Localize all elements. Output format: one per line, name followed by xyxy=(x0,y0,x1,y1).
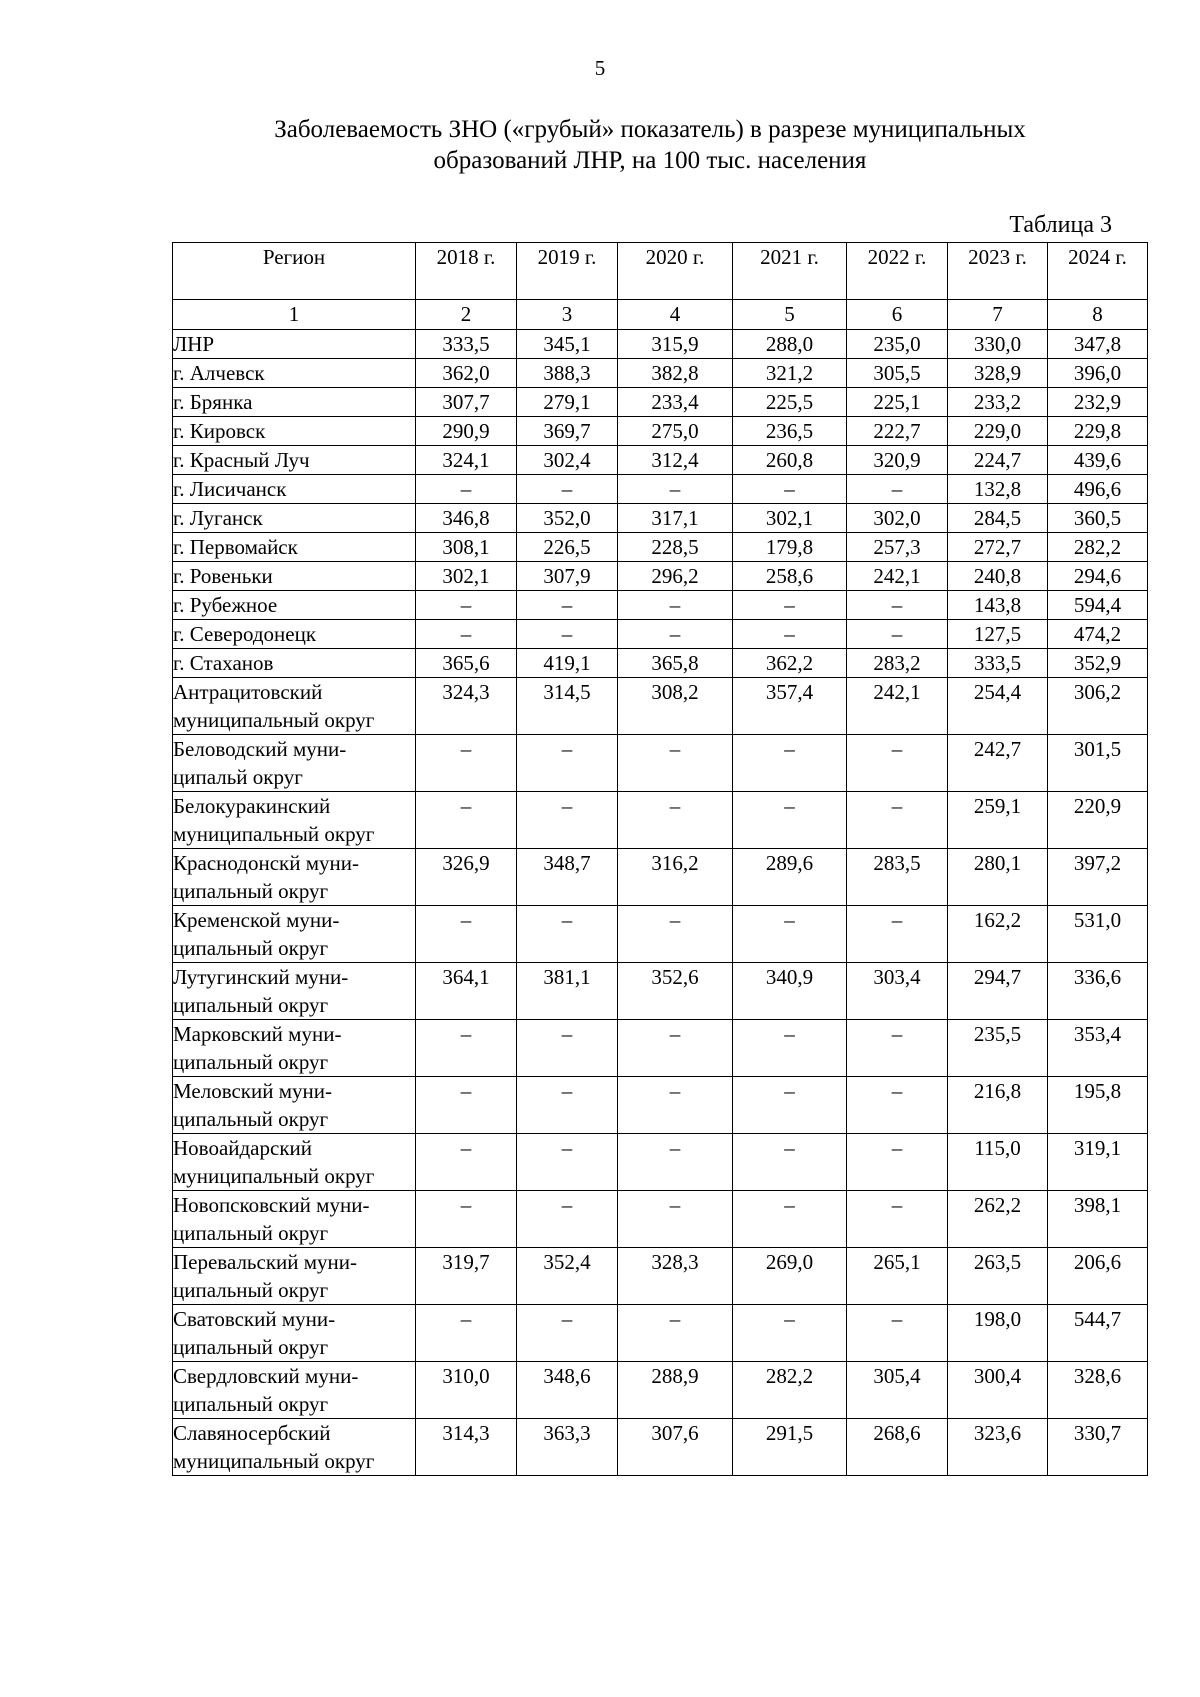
value-cell: – xyxy=(416,620,517,649)
region-cell: г. Красный Луч xyxy=(173,446,416,475)
table-title xyxy=(150,114,1150,176)
table-row xyxy=(173,562,1148,591)
value-cell: 320,9 xyxy=(847,446,948,475)
value-cell: 224,7 xyxy=(948,446,1048,475)
value-cell: 284,5 xyxy=(948,504,1048,533)
table-row xyxy=(173,1134,1148,1191)
value-cell: 242,7 xyxy=(948,735,1048,792)
table-row xyxy=(173,1419,1148,1476)
value-cell: – xyxy=(733,1020,847,1077)
table-row xyxy=(173,330,1148,359)
value-cell: 162,2 xyxy=(948,906,1048,963)
table-row xyxy=(173,963,1148,1020)
value-cell: 333,5 xyxy=(416,330,517,359)
value-cell: – xyxy=(733,735,847,792)
value-cell: – xyxy=(517,1305,618,1362)
value-cell: – xyxy=(733,792,847,849)
value-cell: – xyxy=(847,906,948,963)
column-number-row xyxy=(173,300,1148,330)
region-cell: Новоайдарский муниципальный округ xyxy=(173,1134,416,1191)
value-cell: 222,7 xyxy=(847,417,948,446)
value-cell: 308,2 xyxy=(618,678,733,735)
value-cell: 303,4 xyxy=(847,963,948,1020)
value-cell: – xyxy=(517,1020,618,1077)
value-cell: – xyxy=(416,1191,517,1248)
value-cell: 307,9 xyxy=(517,562,618,591)
value-cell: 307,7 xyxy=(416,388,517,417)
region-cell: г. Северодонецк xyxy=(173,620,416,649)
value-cell: 382,8 xyxy=(618,359,733,388)
region-cell: Беловодский муни-ципальй округ xyxy=(173,735,416,792)
value-cell: – xyxy=(416,735,517,792)
value-cell: – xyxy=(847,475,948,504)
value-cell: 226,5 xyxy=(517,533,618,562)
column-number: 2 xyxy=(416,300,517,330)
value-cell: – xyxy=(618,1077,733,1134)
value-cell: 346,8 xyxy=(416,504,517,533)
value-cell: 347,8 xyxy=(1048,330,1148,359)
value-cell: 288,9 xyxy=(618,1362,733,1419)
value-cell: 352,9 xyxy=(1048,649,1148,678)
value-cell: – xyxy=(733,1134,847,1191)
value-cell: – xyxy=(618,591,733,620)
value-cell: – xyxy=(416,591,517,620)
header-year: 2022 г. xyxy=(847,243,948,300)
region-cell: Краснодонскй муни-ципальный округ xyxy=(173,849,416,906)
value-cell: 388,3 xyxy=(517,359,618,388)
value-cell: 363,3 xyxy=(517,1419,618,1476)
value-cell: 357,4 xyxy=(733,678,847,735)
value-cell: 310,0 xyxy=(416,1362,517,1419)
value-cell: 242,1 xyxy=(847,562,948,591)
table-row xyxy=(173,678,1148,735)
table-row xyxy=(173,849,1148,906)
value-cell: 352,0 xyxy=(517,504,618,533)
value-cell: 323,6 xyxy=(948,1419,1048,1476)
value-cell: 314,3 xyxy=(416,1419,517,1476)
value-cell: – xyxy=(733,591,847,620)
value-cell: 496,6 xyxy=(1048,475,1148,504)
value-cell: – xyxy=(517,1191,618,1248)
column-number: 3 xyxy=(517,300,618,330)
value-cell: 317,1 xyxy=(618,504,733,533)
value-cell: 229,0 xyxy=(948,417,1048,446)
value-cell: 179,8 xyxy=(733,533,847,562)
value-cell: 314,5 xyxy=(517,678,618,735)
value-cell: – xyxy=(618,906,733,963)
value-cell: 232,9 xyxy=(1048,388,1148,417)
value-cell: 294,6 xyxy=(1048,562,1148,591)
header-year: 2024 г. xyxy=(1048,243,1148,300)
value-cell: – xyxy=(517,735,618,792)
value-cell: 330,7 xyxy=(1048,1419,1148,1476)
value-cell: – xyxy=(847,591,948,620)
value-cell: 132,8 xyxy=(948,475,1048,504)
value-cell: 345,1 xyxy=(517,330,618,359)
value-cell: 312,4 xyxy=(618,446,733,475)
value-cell: 280,1 xyxy=(948,849,1048,906)
value-cell: – xyxy=(517,620,618,649)
value-cell: 198,0 xyxy=(948,1305,1048,1362)
value-cell: 282,2 xyxy=(733,1362,847,1419)
value-cell: 258,6 xyxy=(733,562,847,591)
value-cell: – xyxy=(416,1305,517,1362)
value-cell: 233,2 xyxy=(948,388,1048,417)
region-cell: Антрацитовский муниципальный округ xyxy=(173,678,416,735)
column-number: 4 xyxy=(618,300,733,330)
value-cell: 352,6 xyxy=(618,963,733,1020)
value-cell: 321,2 xyxy=(733,359,847,388)
region-cell: Новопсковский муни-ципальный округ xyxy=(173,1191,416,1248)
value-cell: 316,2 xyxy=(618,849,733,906)
header-year: 2021 г. xyxy=(733,243,847,300)
value-cell: 301,5 xyxy=(1048,735,1148,792)
value-cell: – xyxy=(416,1134,517,1191)
value-cell: 240,8 xyxy=(948,562,1048,591)
value-cell: 195,8 xyxy=(1048,1077,1148,1134)
value-cell: 594,4 xyxy=(1048,591,1148,620)
value-cell: 319,1 xyxy=(1048,1134,1148,1191)
region-cell: г. Кировск xyxy=(173,417,416,446)
region-cell: Белокуракинский муниципальный округ xyxy=(173,792,416,849)
region-cell: Кременской муни-ципальный округ xyxy=(173,906,416,963)
value-cell: 330,0 xyxy=(948,330,1048,359)
value-cell: 306,2 xyxy=(1048,678,1148,735)
value-cell: – xyxy=(618,620,733,649)
value-cell: 302,4 xyxy=(517,446,618,475)
value-cell: 235,5 xyxy=(948,1020,1048,1077)
value-cell: 333,5 xyxy=(948,649,1048,678)
value-cell: 282,2 xyxy=(1048,533,1148,562)
value-cell: 272,7 xyxy=(948,533,1048,562)
value-cell: 269,0 xyxy=(733,1248,847,1305)
value-cell: 439,6 xyxy=(1048,446,1148,475)
title-line-1: Заболеваемость ЗНО («грубый» показатель) в разрезе муниципальных xyxy=(274,116,1026,143)
value-cell: 289,6 xyxy=(733,849,847,906)
value-cell: 294,7 xyxy=(948,963,1048,1020)
value-cell: – xyxy=(847,1305,948,1362)
region-cell: г. Лисичанск xyxy=(173,475,416,504)
value-cell: 396,0 xyxy=(1048,359,1148,388)
region-cell: г. Брянка xyxy=(173,388,416,417)
value-cell: 216,8 xyxy=(948,1077,1048,1134)
table-row xyxy=(173,1191,1148,1248)
table-row xyxy=(173,1020,1148,1077)
value-cell: 265,1 xyxy=(847,1248,948,1305)
value-cell: 288,0 xyxy=(733,330,847,359)
value-cell: 308,1 xyxy=(416,533,517,562)
value-cell: 275,0 xyxy=(618,417,733,446)
value-cell: – xyxy=(416,792,517,849)
value-cell: – xyxy=(847,792,948,849)
region-cell: г. Луганск xyxy=(173,504,416,533)
value-cell: 235,0 xyxy=(847,330,948,359)
value-cell: – xyxy=(517,475,618,504)
column-number: 5 xyxy=(733,300,847,330)
table-row xyxy=(173,504,1148,533)
value-cell: 233,4 xyxy=(618,388,733,417)
header-year: 2018 г. xyxy=(416,243,517,300)
table-row xyxy=(173,533,1148,562)
table-row xyxy=(173,475,1148,504)
value-cell: – xyxy=(416,475,517,504)
value-cell: – xyxy=(517,591,618,620)
value-cell: 353,4 xyxy=(1048,1020,1148,1077)
value-cell: 268,6 xyxy=(847,1419,948,1476)
value-cell: – xyxy=(618,735,733,792)
value-cell: – xyxy=(416,1020,517,1077)
value-cell: 324,3 xyxy=(416,678,517,735)
region-cell: г. Алчевск xyxy=(173,359,416,388)
page-number: 5 xyxy=(594,56,606,80)
value-cell: 305,5 xyxy=(847,359,948,388)
value-cell: 143,8 xyxy=(948,591,1048,620)
header-year: 2019 г. xyxy=(517,243,618,300)
table-row xyxy=(173,417,1148,446)
value-cell: 302,1 xyxy=(733,504,847,533)
value-cell: – xyxy=(416,906,517,963)
value-cell: 397,2 xyxy=(1048,849,1148,906)
morbidity-table xyxy=(172,242,1148,1476)
value-cell: 365,6 xyxy=(416,649,517,678)
value-cell: 296,2 xyxy=(618,562,733,591)
table-row xyxy=(173,792,1148,849)
value-cell: 340,9 xyxy=(733,963,847,1020)
table-row xyxy=(173,906,1148,963)
title-line-2: образований ЛНР, на 100 тыс. населения xyxy=(433,147,867,174)
table-row xyxy=(173,1362,1148,1419)
value-cell: – xyxy=(847,1191,948,1248)
value-cell: 259,1 xyxy=(948,792,1048,849)
table-row xyxy=(173,620,1148,649)
value-cell: 362,0 xyxy=(416,359,517,388)
value-cell: – xyxy=(847,735,948,792)
value-cell: 302,1 xyxy=(416,562,517,591)
value-cell: – xyxy=(618,792,733,849)
region-cell: Марковский муни-ципальный округ xyxy=(173,1020,416,1077)
value-cell: 336,6 xyxy=(1048,963,1148,1020)
value-cell: – xyxy=(847,1134,948,1191)
value-cell: 291,5 xyxy=(733,1419,847,1476)
region-cell: г. Рубежное xyxy=(173,591,416,620)
table-row xyxy=(173,388,1148,417)
value-cell: 260,8 xyxy=(733,446,847,475)
value-cell: 228,5 xyxy=(618,533,733,562)
value-cell: 474,2 xyxy=(1048,620,1148,649)
value-cell: 225,5 xyxy=(733,388,847,417)
value-cell: – xyxy=(618,1134,733,1191)
value-cell: 283,2 xyxy=(847,649,948,678)
column-number: 8 xyxy=(1048,300,1148,330)
value-cell: – xyxy=(733,1305,847,1362)
table-caption: Таблица 3 xyxy=(1009,212,1112,238)
value-cell: – xyxy=(618,475,733,504)
value-cell: 127,5 xyxy=(948,620,1048,649)
value-cell: 348,7 xyxy=(517,849,618,906)
value-cell: 348,6 xyxy=(517,1362,618,1419)
value-cell: 328,3 xyxy=(618,1248,733,1305)
value-cell: – xyxy=(733,906,847,963)
table-row xyxy=(173,649,1148,678)
value-cell: – xyxy=(733,1191,847,1248)
header-year: 2020 г. xyxy=(618,243,733,300)
column-number: 7 xyxy=(948,300,1048,330)
region-cell: Сватовский муни-ципальный округ xyxy=(173,1305,416,1362)
value-cell: 254,4 xyxy=(948,678,1048,735)
value-cell: 324,1 xyxy=(416,446,517,475)
value-cell: 302,0 xyxy=(847,504,948,533)
value-cell: 365,8 xyxy=(618,649,733,678)
value-cell: 328,6 xyxy=(1048,1362,1148,1419)
table-row xyxy=(173,591,1148,620)
value-cell: 315,9 xyxy=(618,330,733,359)
value-cell: – xyxy=(517,1134,618,1191)
table-row xyxy=(173,1077,1148,1134)
value-cell: – xyxy=(618,1191,733,1248)
table-row xyxy=(173,1305,1148,1362)
region-cell: ЛНР xyxy=(173,330,416,359)
value-cell: 360,5 xyxy=(1048,504,1148,533)
table-row xyxy=(173,359,1148,388)
table-row xyxy=(173,735,1148,792)
value-cell: 531,0 xyxy=(1048,906,1148,963)
table-row xyxy=(173,1248,1148,1305)
table-row xyxy=(173,446,1148,475)
value-cell: – xyxy=(733,475,847,504)
value-cell: 362,2 xyxy=(733,649,847,678)
value-cell: 290,9 xyxy=(416,417,517,446)
value-cell: 206,6 xyxy=(1048,1248,1148,1305)
region-cell: г. Ровеньки xyxy=(173,562,416,591)
value-cell: 419,1 xyxy=(517,649,618,678)
value-cell: 300,4 xyxy=(948,1362,1048,1419)
region-cell: Лутугинский муни-ципальный округ xyxy=(173,963,416,1020)
value-cell: 398,1 xyxy=(1048,1191,1148,1248)
value-cell: 381,1 xyxy=(517,963,618,1020)
value-cell: 229,8 xyxy=(1048,417,1148,446)
value-cell: 225,1 xyxy=(847,388,948,417)
value-cell: 305,4 xyxy=(847,1362,948,1419)
table-body xyxy=(173,330,1148,1476)
value-cell: 352,4 xyxy=(517,1248,618,1305)
region-cell: Свердловский муни-ципальный округ xyxy=(173,1362,416,1419)
region-cell: г. Первомайск xyxy=(173,533,416,562)
value-cell: – xyxy=(517,792,618,849)
column-number: 6 xyxy=(847,300,948,330)
value-cell: 283,5 xyxy=(847,849,948,906)
value-cell: 242,1 xyxy=(847,678,948,735)
value-cell: 307,6 xyxy=(618,1419,733,1476)
column-number: 1 xyxy=(173,300,416,330)
value-cell: 115,0 xyxy=(948,1134,1048,1191)
value-cell: – xyxy=(517,1077,618,1134)
value-cell: 257,3 xyxy=(847,533,948,562)
value-cell: 544,7 xyxy=(1048,1305,1148,1362)
value-cell: 369,7 xyxy=(517,417,618,446)
value-cell: 326,9 xyxy=(416,849,517,906)
value-cell: 319,7 xyxy=(416,1248,517,1305)
value-cell: 262,2 xyxy=(948,1191,1048,1248)
region-cell: Славяносербский муниципальный округ xyxy=(173,1419,416,1476)
region-cell: Перевальский муни-ципальный округ xyxy=(173,1248,416,1305)
header-region: Регион xyxy=(173,243,416,300)
value-cell: – xyxy=(618,1305,733,1362)
value-cell: – xyxy=(416,1077,517,1134)
value-cell: – xyxy=(733,1077,847,1134)
header-row xyxy=(173,243,1148,300)
value-cell: 279,1 xyxy=(517,388,618,417)
value-cell: – xyxy=(847,1077,948,1134)
value-cell: 328,9 xyxy=(948,359,1048,388)
value-cell: – xyxy=(517,906,618,963)
value-cell: – xyxy=(847,1020,948,1077)
header-year: 2023 г. xyxy=(948,243,1048,300)
value-cell: – xyxy=(847,620,948,649)
value-cell: 364,1 xyxy=(416,963,517,1020)
value-cell: 236,5 xyxy=(733,417,847,446)
value-cell: 263,5 xyxy=(948,1248,1048,1305)
region-cell: Меловский муни-ципальный округ xyxy=(173,1077,416,1134)
value-cell: – xyxy=(618,1020,733,1077)
value-cell: – xyxy=(733,620,847,649)
region-cell: г. Стаханов xyxy=(173,649,416,678)
value-cell: 220,9 xyxy=(1048,792,1148,849)
